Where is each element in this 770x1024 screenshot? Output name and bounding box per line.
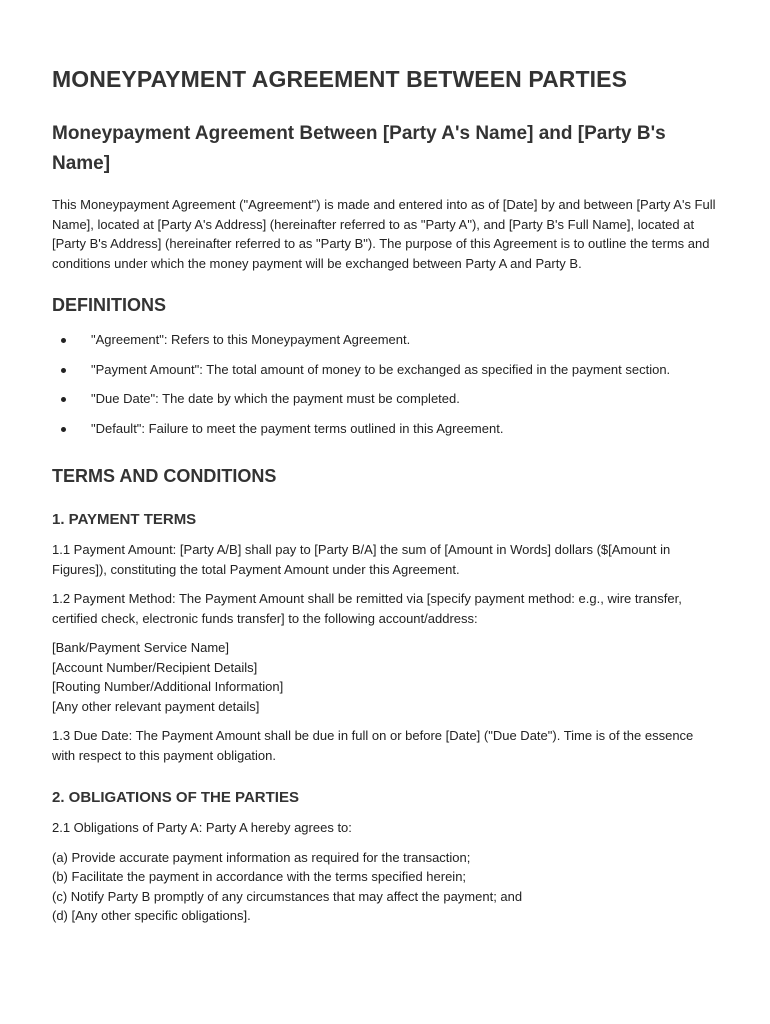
definition-item bbox=[52, 360, 718, 380]
definition-item bbox=[52, 419, 718, 439]
definition-item bbox=[52, 330, 718, 350]
definition-text: "Default": Failure to meet the payment terms outlined in this Agreement. bbox=[91, 420, 504, 436]
due-date-clause: 1.3 Due Date: The Payment Amount shall be due in full on or before [Date] ("Due Date"). Time is of the essence with respect to this payment obligation. bbox=[52, 728, 694, 763]
document-title: MONEYPAYMENT AGREEMENT BETWEEN PARTIES bbox=[52, 66, 628, 92]
document-subtitle: Moneypayment Agreement Between [Party A's Name] and [Party B's Name] bbox=[52, 123, 666, 174]
definition-text: "Agreement": Refers to this Moneypayment Agreement. bbox=[91, 332, 411, 347]
obligations-heading: 2. OBLIGATIONS OF THE PARTIES bbox=[52, 789, 299, 806]
obligation-line: (a) Provide accurate payment information as required for the transaction; bbox=[52, 849, 471, 865]
bullet-icon bbox=[61, 338, 66, 343]
intro-paragraph: This Moneypayment Agreement ("Agreement") is made and entered into as of [Date] by and between [Party A's Full Name], located at [Party A's Address] (hereinafter referred to as "Party A"), and [Party B's Full Name], located at [Party B's Address] (hereinafter referred to as "Party B"). The purpose of this Agreement is to outline the terms and conditions under which the money payment will be exchanged between Party A and Party B. bbox=[52, 197, 716, 271]
obligation-line: (c) Notify Party B promptly of any circumstances that may affect the payment; and bbox=[52, 888, 523, 904]
obligation-line: (b) Facilitate the payment in accordance with the terms specified herein; bbox=[52, 869, 467, 884]
terms-heading: TERMS AND CONDITIONS bbox=[52, 466, 277, 486]
payment-terms-heading: 1. PAYMENT TERMS bbox=[52, 511, 197, 528]
account-line: [Account Number/Recipient Details] bbox=[52, 659, 258, 675]
definition-text: "Payment Amount": The total amount of money to be exchanged as specified in the payment section. bbox=[91, 361, 671, 377]
party-a-obligations-intro: 2.1 Obligations of Party A: Party A hereby agrees to: bbox=[52, 820, 352, 835]
bullet-icon bbox=[61, 397, 66, 402]
definitions-list bbox=[52, 330, 718, 438]
obligation-line: (d) [Any other specific obligations]. bbox=[52, 908, 251, 923]
party-a-obligations-list bbox=[52, 848, 718, 926]
account-details-block bbox=[52, 638, 718, 716]
account-line: [Routing Number/Additional Information] bbox=[52, 679, 284, 694]
definition-text: "Due Date": The date by which the payment must be completed. bbox=[91, 391, 460, 406]
account-line: [Bank/Payment Service Name] bbox=[52, 640, 230, 655]
payment-amount-clause: 1.1 Payment Amount: [Party A/B] shall pay to [Party B/A] the sum of [Amount in Words] dollars ($[Amount in Figures]), constituting the total Payment Amount under this Agreement. bbox=[52, 542, 671, 577]
payment-method-clause: 1.2 Payment Method: The Payment Amount shall be remitted via [specify payment method: e.g., wire transfer, certified check, electronic funds transfer] to the following account/address: bbox=[52, 591, 682, 626]
definition-item bbox=[52, 389, 718, 409]
bullet-icon bbox=[61, 368, 66, 373]
bullet-icon bbox=[61, 427, 66, 432]
definitions-heading: DEFINITIONS bbox=[52, 295, 167, 315]
account-line: [Any other relevant payment details] bbox=[52, 698, 260, 714]
